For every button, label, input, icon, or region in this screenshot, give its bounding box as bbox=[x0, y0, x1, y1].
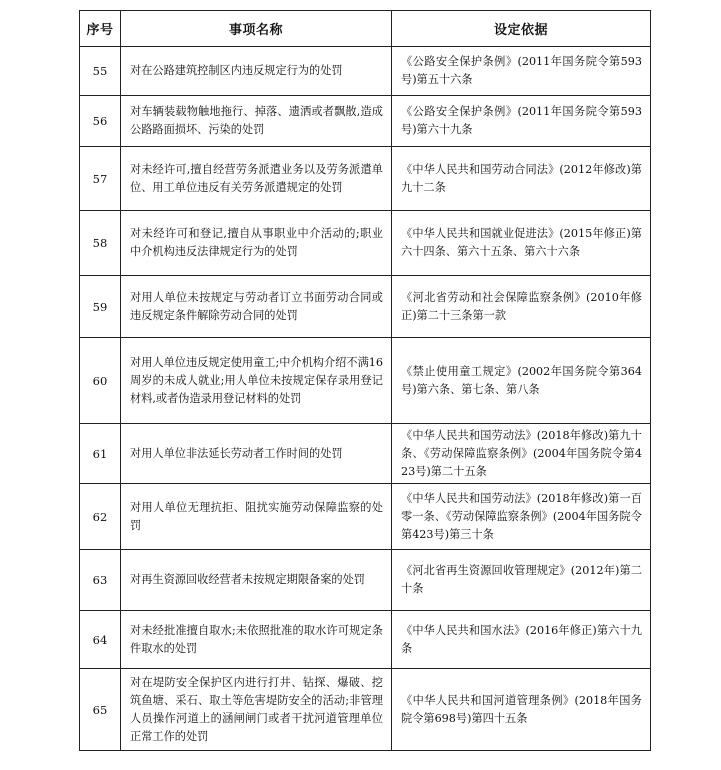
row-number: 60 bbox=[80, 338, 121, 424]
table-row bbox=[80, 550, 651, 611]
row-number: 65 bbox=[80, 669, 121, 751]
table-row bbox=[80, 211, 651, 276]
table-row bbox=[80, 484, 651, 550]
item-name: 对用人单位无理抗拒、阻扰实施劳动保障监察的处罚 bbox=[121, 484, 392, 550]
legal-basis: 《中华人民共和国劳动法》(2018年修改)第九十条、《劳动保障监察条例》(2004年国务院令第423号)第二十五条 bbox=[392, 424, 651, 484]
legal-basis: 《禁止使用童工规定》(2002年国务院令第364号)第六条、第七条、第八条 bbox=[392, 338, 651, 424]
row-number: 57 bbox=[80, 147, 121, 211]
legal-basis: 《公路安全保护条例》(2011年国务院令第593号)第五十六条 bbox=[392, 47, 651, 96]
table-row bbox=[80, 147, 651, 211]
row-number: 56 bbox=[80, 96, 121, 147]
item-name: 对未经许可,擅自经营劳务派遣业务以及劳务派遣单位、用工单位违反有关劳务派遣规定的处罚 bbox=[121, 147, 392, 211]
legal-basis: 《中华人民共和国劳动法》(2018年修改)第一百零一条、《劳动保障监察条例》(2004年国务院令第423号)第三十条 bbox=[392, 484, 651, 550]
table-row bbox=[80, 47, 651, 96]
header-legal-basis: 设定依据 bbox=[392, 11, 651, 47]
row-number: 55 bbox=[80, 47, 121, 96]
row-number: 63 bbox=[80, 550, 121, 611]
item-name: 对用人单位非法延长劳动者工作时间的处罚 bbox=[121, 424, 392, 484]
table-row bbox=[80, 276, 651, 338]
row-number: 62 bbox=[80, 484, 121, 550]
regulation-table bbox=[79, 10, 651, 751]
legal-basis: 《中华人民共和国河道管理条例》(2018年国务院令第698号)第四十五条 bbox=[392, 669, 651, 751]
legal-basis: 《中华人民共和国水法》(2016年修正)第六十九条 bbox=[392, 611, 651, 669]
table-row bbox=[80, 669, 651, 751]
item-name: 对在堤防安全保护区内进行打井、钻探、爆破、挖筑鱼塘、采石、取土等危害堤防安全的活动;非管理人员操作河道上的涵闸闸门或者干扰河道管理单位正常工作的处罚 bbox=[121, 669, 392, 751]
legal-basis: 《中华人民共和国就业促进法》(2015年修正)第六十四条、第六十五条、第六十六条 bbox=[392, 211, 651, 276]
legal-basis: 《河北省劳动和社会保障监察条例》(2010年修正)第二十三条第一款 bbox=[392, 276, 651, 338]
item-name: 对车辆装载物触地拖行、掉落、遗洒或者飘散,造成公路路面损坏、污染的处罚 bbox=[121, 96, 392, 147]
table-row bbox=[80, 424, 651, 484]
row-number: 64 bbox=[80, 611, 121, 669]
item-name: 对用人单位违反规定使用童工;中介机构介绍不满16周岁的未成人就业;用人单位未按规定保存录用登记材料,或者伪造录用登记材料的处罚 bbox=[121, 338, 392, 424]
table-row bbox=[80, 338, 651, 424]
legal-basis: 《中华人民共和国劳动合同法》(2012年修改)第九十二条 bbox=[392, 147, 651, 211]
row-number: 59 bbox=[80, 276, 121, 338]
item-name: 对未经许可和登记,擅自从事职业中介活动的;职业中介机构违反法律规定行为的处罚 bbox=[121, 211, 392, 276]
document-page bbox=[79, 10, 650, 751]
item-name: 对再生资源回收经营者未按规定期限备案的处罚 bbox=[121, 550, 392, 611]
row-number: 61 bbox=[80, 424, 121, 484]
header-item-name: 事项名称 bbox=[121, 11, 392, 47]
item-name: 对用人单位未按规定与劳动者订立书面劳动合同或违反规定条件解除劳动合同的处罚 bbox=[121, 276, 392, 338]
table-row bbox=[80, 96, 651, 147]
header-serial-number: 序号 bbox=[80, 11, 121, 47]
legal-basis: 《河北省再生资源回收管理规定》(2012年)第二十条 bbox=[392, 550, 651, 611]
item-name: 对在公路建筑控制区内违反规定行为的处罚 bbox=[121, 47, 392, 96]
item-name: 对未经批准擅自取水;未依照批准的取水许可规定条件取水的处罚 bbox=[121, 611, 392, 669]
row-number: 58 bbox=[80, 211, 121, 276]
table-header-row bbox=[80, 11, 651, 47]
table-row bbox=[80, 611, 651, 669]
legal-basis: 《公路安全保护条例》(2011年国务院令第593号)第六十九条 bbox=[392, 96, 651, 147]
